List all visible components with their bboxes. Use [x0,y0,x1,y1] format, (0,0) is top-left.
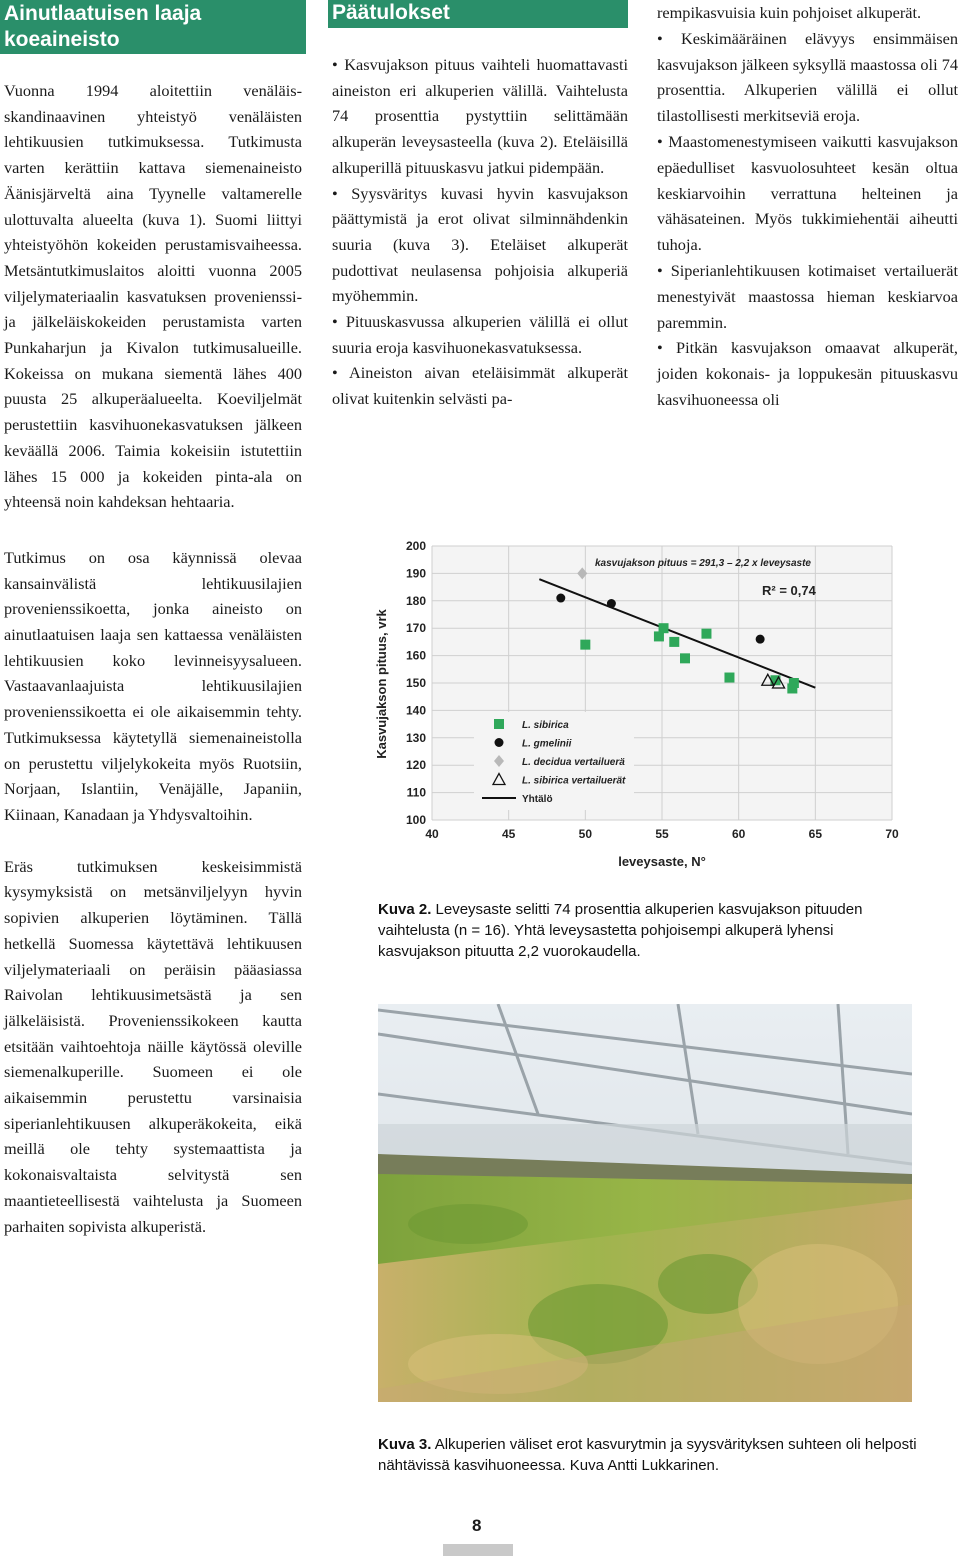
legend-label-1: L. gmelinii [522,738,572,750]
y-tick-9: 190 [405,566,426,581]
point-circle-1-2 [756,635,765,644]
x-tick-labels [425,827,899,841]
point-square-0-4 [680,653,690,663]
legend-label-2: L. decidua vertailuerä [522,757,625,768]
point-circle-1-1 [607,599,616,608]
legend-label-4: Yhtälö [522,794,553,805]
y-tick-5: 150 [405,676,426,690]
figure-2-caption [378,899,918,962]
left-column-text [4,78,302,1239]
figure-2-label: Kuva 2. [378,901,432,918]
point-square-0-6 [724,673,734,683]
point-square-0-2 [659,623,669,633]
y-axis-label: Kasvujakson pituus, vrk [374,609,389,759]
legend-label-3: L. sibirica vertailuerät [522,775,626,787]
research-paragraph: Tutkimus on osa käynnissä olevaa kansainvälistä lehtikuusilajien provenienssikoetta, jonka aineisto on ainutlaatuisen laaja sen kattaessa venäläisten lehtikuusien koko levinneisyysalueen. Vastaavanlaajuista lehtikuusilajien provenienssikoetta ei ole aikaisemmin tehty. Tutkimuksessa käytetyllä siemenaineistolla on perustettu viljelykokeita myös Ruotsiin, Norjaan, Islantiin, Venäjälle, Japaniin, Kiinaan, Kanadaan ja Yhdysvaltoihin. [4,547,302,824]
y-tick-10: 200 [405,539,426,553]
result-bullet-4: • Aineiston aivan eteläisimmät alkuperät olivat kuitenkin selvästi pa- [332,363,628,409]
result-bullet-6: • Maastomenestymiseen vaikutti kasvujakson epäedulliset kasvuolosuhteet kesän oltua keskiarvoihin verrattuna helteinen ja vähäsateinen. Myös tukkimiehentäi aiheutti tuhoja. [657,131,958,255]
page-number-bar [443,1544,513,1556]
point-square-0-9 [789,678,799,688]
x-tick-2: 50 [578,827,593,841]
figure-3-text: Alkuperien väliset erot kasvurytmin ja syysvärityksen suhteen oli helposti nähtävissä kasvihuoneessa. Kuva Antti Lukkarinen. [378,1436,917,1474]
point-square-0-5 [701,629,711,639]
middle-column-text [332,52,628,412]
figure-2-text: Leveysaste selitti 74 prosenttia alkuperien kasvujakson pituuden vaihtelusta (n = 16). Yhtä leveysastetta pohjoisempi alkuperä lyhensi kasvujakson pituutta 2,2 vuorokaudella. [378,901,863,960]
y-tick-7: 170 [405,621,426,636]
right-column-text [657,0,958,413]
greenhouse-photo-illustration [378,1004,912,1402]
x-tick-0: 40 [425,827,439,841]
figure-3-caption [378,1434,918,1476]
heading-line-2: koeaineisto [4,28,120,51]
results-heading [328,0,628,28]
legend-marker-1 [495,738,504,747]
question-paragraph: Eräs tutkimuksen keskeisimmistä kysymyksistä on metsänviljelyyn hyvin sopivien alkuperien löytäminen. Tällä hetkellä Suomessa käytettävä lehtikuusen viljelymateriaali on peräisin pääasiassa Raivolan lehtikuusimetsästä ja sen jälkeläisistä. Provenienssikokeen kautta etsitään vaihtoehtoja näille käytössä oleville siemenalkuperille. Suomeen ei ole aikaisemmin perustettu varsinaisia siperianlehtikuusen alkuperäkokeita, eikä meillä ole tehty systemaattista ja kokonaisvaltaista selvitystä sen maantieteellisestä vaihtelusta ja Suomeen parhaiten sopivista alkuperistä. [4,856,302,1236]
y-tick-labels [406,539,426,827]
result-bullet-2: • Syysväritys kuvasi hyvin kasvujakson päättymistä ja erot olivat silminnähdenkin suuria (kuva 3). Eteläiset alkuperät pudottivat neulasensa pohjoisia alkuperiä myöhemmin. [332,183,628,306]
heading-line-1: Ainutlaatuisen laaja [4,2,202,25]
greenhouse-photo [378,1004,912,1402]
y-tick-3: 130 [405,730,426,745]
point-square-0-3 [669,637,679,647]
regression-equation: kasvujakson pituus = 291,3 – 2,2 x leveysaste [595,558,811,569]
point-square-0-0 [580,640,590,650]
result-bullet-7: • Siperianlehtikuusen kotimaiset vertailuerät menestyivät maastossa hieman keskiarvoa paremmin. [657,260,958,332]
legend-marker-0 [494,719,504,729]
y-tick-4: 140 [405,703,426,718]
results-heading-text: Päätulokset [332,1,450,24]
x-tick-3: 55 [655,827,669,841]
x-tick-5: 65 [808,827,823,841]
result-bullet-3: • Pituuskasvussa alkuperien välillä ei ollut suuria eroja kasvihuonekasvatuksessa. [332,312,628,357]
intro-paragraph: Vuonna 1994 aloitettiin venäläis-skandinaavinen yhteistyö venäläisten lehtikuusien tutkimuksessa. Tutkimusta varten kerättiin kattava siemenaineisto Äänisjärveltä aina Tyynelle valtamerelle ulottuvalta alueelta (kuva 1). Suomi liittyi yhteistyöhön kokeiden perustamisvaiheessa. Metsäntutkimuslaitos aloitti vuonna 2005 viljelymateriaalin kasvatuksen provenienssi- ja jälkeläiskokeiden perustamista varten Punkaharjun ja Kivalon tutkimusalueille. Kokeissa on mukana siementä lähes 400 puusta 25 alkuperäalueelta. Koeviljelmät perustettiin kasvihuonekasvatuksen jälkeen keväällä 2006. Taimia kokeisiin istutettiin lähes 15 000 ja kokeiden pinta-ala on yhteensä noin kahdeksan hehtaaria. [4,81,302,512]
figure-3-label: Kuva 3. [378,1436,432,1453]
result-bullet-8: • Pitkän kasvujakson omaavat alkuperät, joiden kokonais- ja loppukesän pituuskasvu kasvihuoneessa oli [657,338,958,409]
x-tick-6: 70 [885,827,899,841]
x-tick-1: 45 [501,827,516,841]
result-bullet-5: • Keskimääräinen elävyys ensimmäisen kasvujakson jälkeen syksyllä maastossa oli 74 prosenttia. Alkuperien välillä ei ollut tilastollisesti merkitseviä eroja. [657,28,958,126]
y-tick-0: 100 [405,813,426,827]
point-circle-1-0 [556,594,565,603]
y-tick-2: 120 [405,758,426,773]
x-tick-4: 60 [731,827,746,841]
result-continuation: rempikasvuisia kuin pohjoiset alkuperät. [657,3,922,22]
r-squared-label: R² = 0,74 [762,583,816,598]
y-tick-8: 180 [405,593,426,608]
legend-label-0: L. sibirica [522,720,569,731]
x-axis-label: leveysaste, N° [618,854,706,869]
result-bullet-1: • Kasvujakson pituus vaihteli huomattavasti aineiston eri alkuperien välillä. Vaihtelusta 74 prosenttia pystyttiin selittämään alkuperän leveysasteella (kuva 2). Eteläisillä alkuperillä pituuskasvu jatkui pidempään. [332,55,628,177]
y-tick-1: 110 [406,785,426,800]
left-column-heading [0,0,306,54]
y-tick-6: 160 [405,648,426,663]
latitude-growth-chart [370,532,915,877]
page-number: 8 [472,1516,482,1535]
